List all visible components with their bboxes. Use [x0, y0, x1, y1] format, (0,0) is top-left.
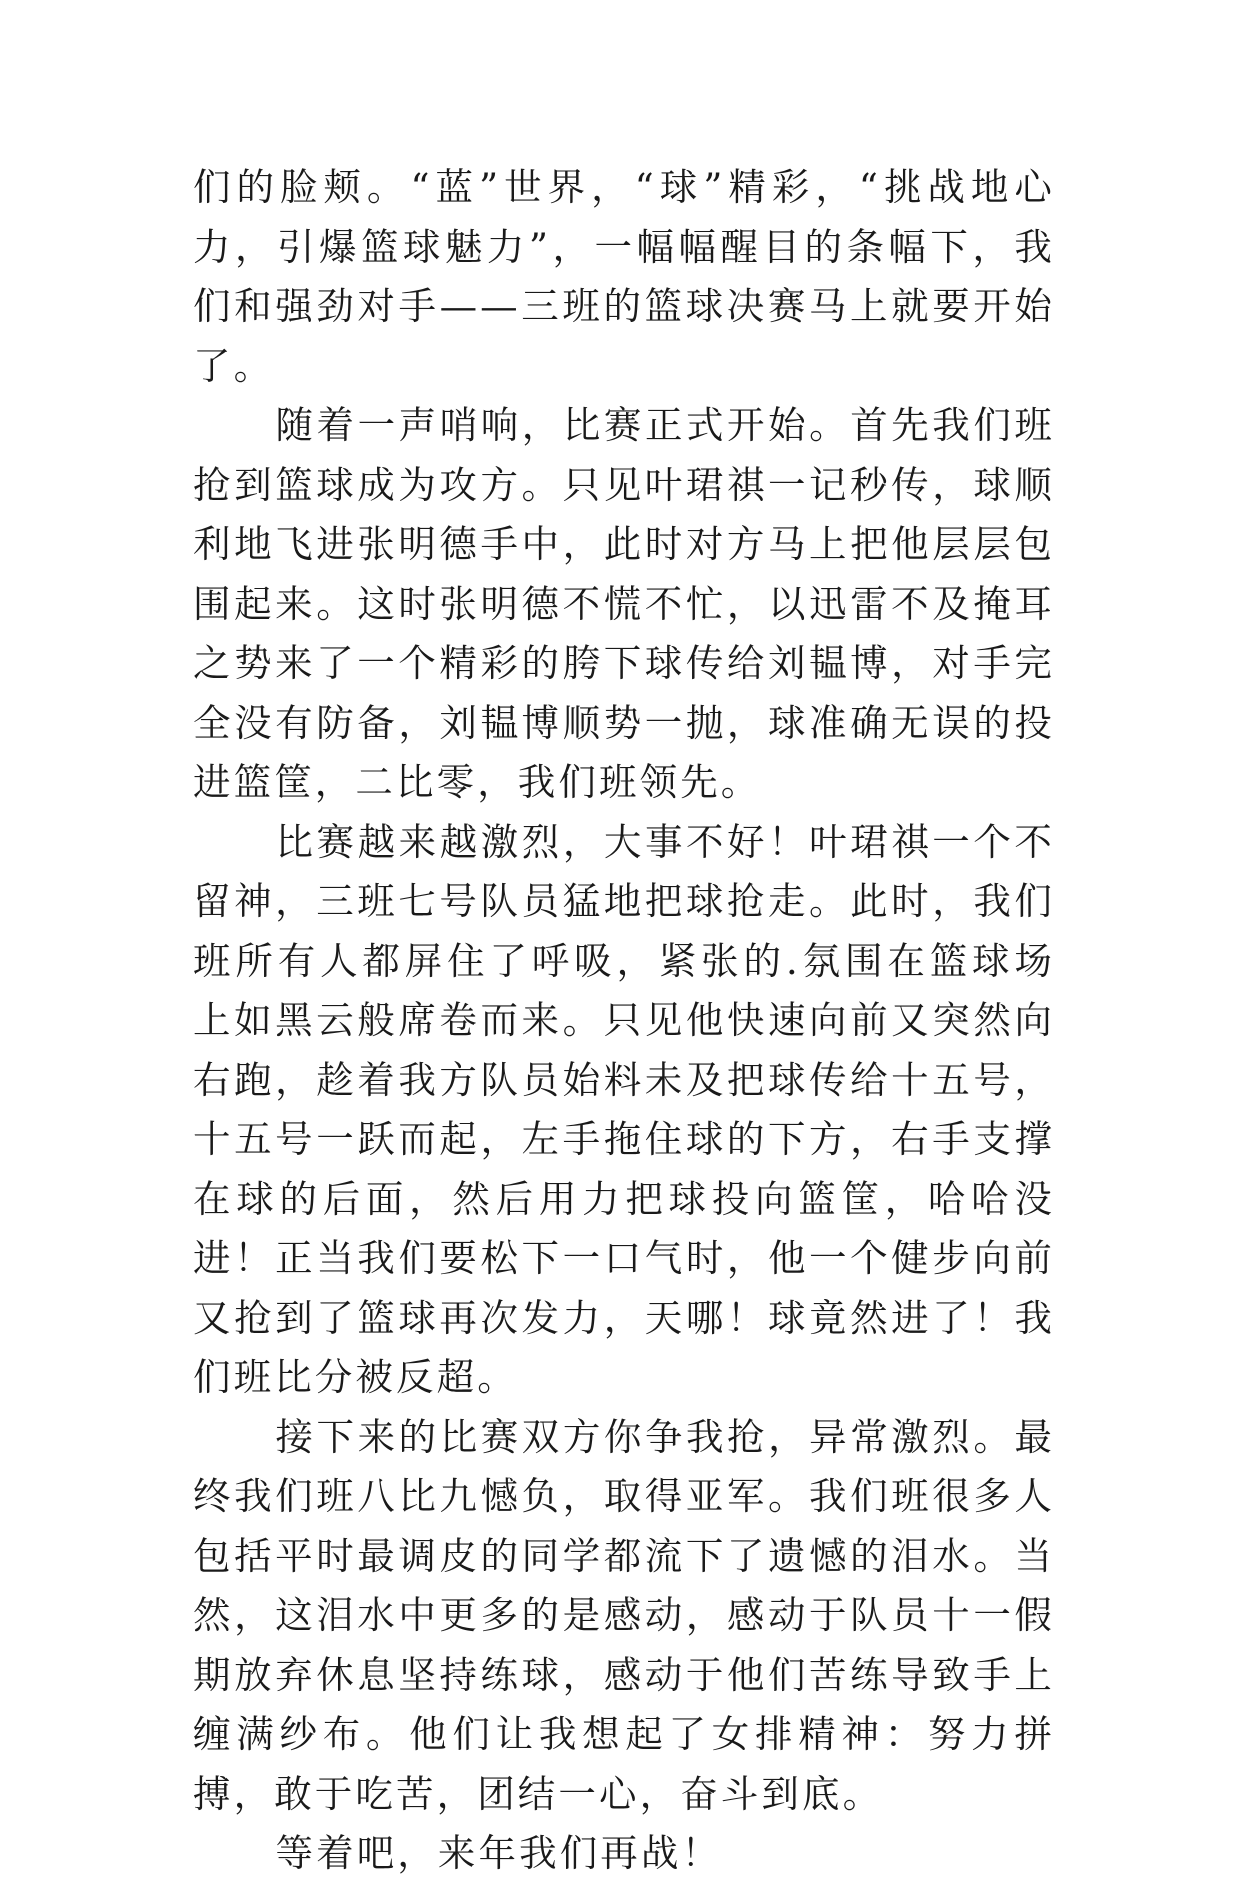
paragraph-5: 等着吧，来年我们再战！ [275, 1831, 723, 1875]
body-text [193, 158, 1055, 1884]
paragraph-1: 们的脸颊。“蓝”世界，“球”精彩，“挑战地心力，引爆篮球魅力”，一幅幅醒目的条幅下，我们和强劲对手——三班的篮球决赛马上就要开始了。 [193, 165, 1055, 388]
paragraph-2: 随着一声哨响，比赛正式开始。首先我们班抢到篮球成为攻方。只见叶珺祺一记秒传，球顺利地飞进张明德手中，此时对方马上把他层层包围起来。这时张明德不慌不忙，以迅雷不及掩耳之势来了一个精彩的胯下球传给刘韫博，对手完全没有防备，刘韫博顺势一抛，球准确无误的投进篮筐，二比零，我们班领先。 [193, 403, 1055, 804]
paragraph-4: 接下来的比赛双方你争我抢，异常激烈。最终我们班八比九憾负，取得亚军。我们班很多人包括平时最调皮的同学都流下了遗憾的泪水。当然，这泪水中更多的是感动，感动于队员十一假期放弃休息坚持练球，感动于他们苦练导致手上缠满纱布。他们让我想起了女排精神：努力拼搏，敢于吃苦，团结一心，奋斗到底。 [193, 1414, 1055, 1816]
paragraph-3: 比赛越来越激烈，大事不好！叶珺祺一个不留神，三班七号队员猛地把球抢走。此时，我们班所有人都屏住了呼吸，紧张的.氛围在篮球场上如黑云般席卷而来。只见他快速向前又突然向右跑，趁着我方队员始料未及把球传给十五号，十五号一跃而起，左手拖住球的下方，右手支撑在球的后面，然后用力把球投向篮筐，哈哈没进！正当我们要松下一口气时，他一个健步向前又抢到了篮球再次发力，天哪！球竟然进了！我们班比分被反超。 [193, 819, 1055, 1399]
